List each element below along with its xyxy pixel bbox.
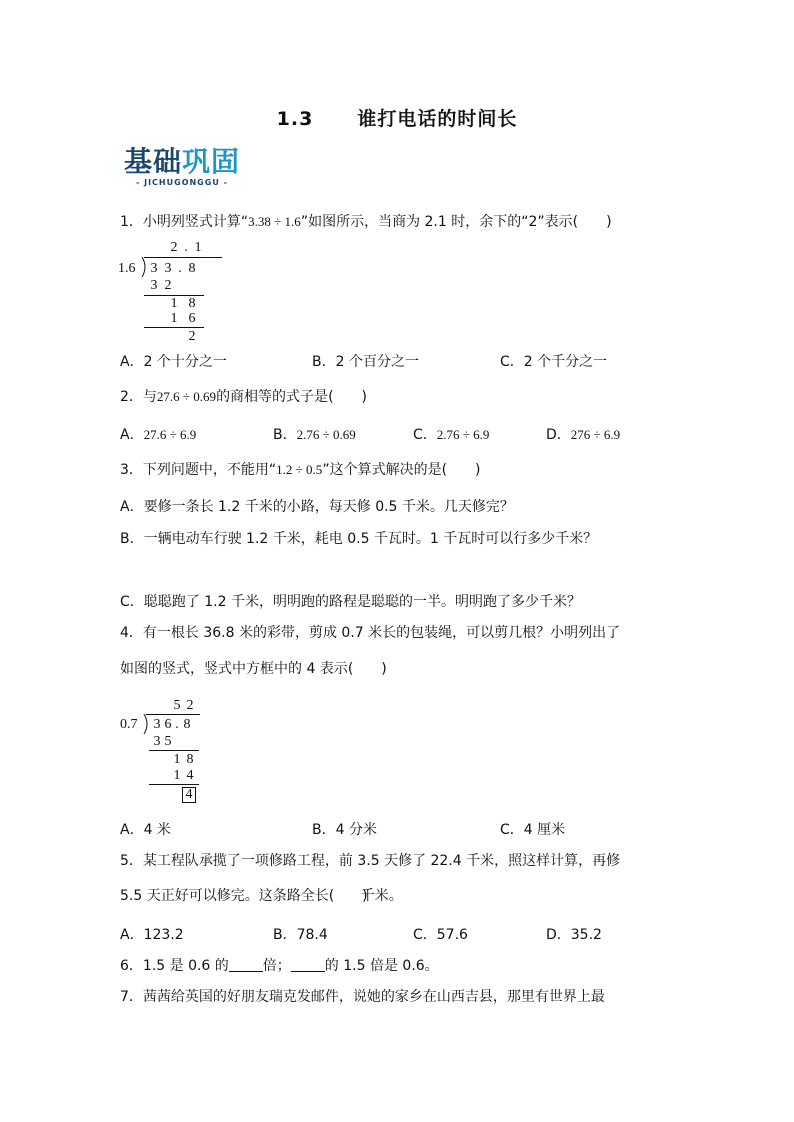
q1-stem-b: ”如图所示，当商为 2.1 时，余下的“2”表示: [300, 214, 573, 230]
dividend-digit: 8: [188, 261, 196, 276]
step-digit: 1: [173, 768, 181, 783]
answer-blank[interactable]: ( ): [441, 462, 481, 478]
q3-stem-b: ”这个算式解决的是: [322, 462, 442, 478]
division-bar: [146, 714, 200, 715]
step-digit: 1: [170, 311, 178, 326]
q2-stem-a: 2．与: [120, 389, 157, 405]
q1-expression: 3.38 ÷ 1.6: [248, 214, 301, 229]
remainder-digit: 2: [188, 329, 196, 344]
step-digit: 1: [173, 752, 181, 767]
quotient-digit: 2: [170, 240, 178, 255]
step-digit: 3: [153, 734, 161, 749]
q5-option-a[interactable]: A．123.2: [120, 927, 184, 943]
divisor: 1.6: [118, 261, 136, 276]
page-title: [0, 104, 794, 131]
q3-stem-a: 3．下列问题中，不能用“: [120, 462, 277, 478]
step-line: [144, 327, 204, 328]
long-division-q1: [118, 240, 218, 345]
step-digit: 2: [164, 278, 172, 293]
question-4-line1: 4．有一根长 36.8 米的彩带，剪成 0.7 米长的包装绳，可以剪几根？小明列出了: [120, 625, 621, 641]
q4-option-c[interactable]: C．4 厘米: [500, 822, 566, 838]
dividend-digit: .: [175, 717, 179, 732]
q5-option-c[interactable]: C．57.6: [413, 927, 468, 943]
q1-option-a[interactable]: A．2 个十分之一: [120, 354, 227, 370]
q2-expression: 27.6 ÷ 0.69: [156, 389, 217, 404]
question-5-line1: 5．某工程队承揽了一项修路工程，前 3.5 天修了 22.4 千米，照这样计算，再修: [120, 853, 621, 869]
quotient-digit: 2: [186, 698, 194, 713]
logo-subtitle: - JICHUGONGGU -: [136, 178, 228, 187]
q3-expression: 1.2 ÷ 0.5: [276, 462, 323, 477]
question-3-stem: [120, 460, 481, 480]
answer-blank[interactable]: ( ): [347, 661, 387, 677]
logo-part1: 基础: [124, 145, 183, 178]
step-line: [149, 750, 199, 751]
divisor: 0.7: [120, 717, 138, 732]
answer-blank[interactable]: ( ): [328, 888, 368, 904]
answer-blank[interactable]: ( ): [572, 214, 612, 230]
q1-stem-a: 1．小明列竖式计算“: [120, 214, 249, 230]
q5-option-b[interactable]: B．78.4: [273, 927, 328, 943]
logo-part2: 巩固: [182, 145, 241, 178]
dividend-digit: 8: [183, 717, 191, 732]
q4-option-a[interactable]: A．4 米: [120, 822, 171, 838]
question-5-line2: 5.5 天正好可以修完。这条路全长( )千米。: [120, 888, 403, 904]
q3-option-b[interactable]: B．一辆电动车行驶 1.2 千米，耗电 0.5 千瓦时。1 千瓦时可以行多少千米？: [120, 531, 598, 547]
dividend-digit: 3: [153, 717, 161, 732]
q1-option-b[interactable]: B．2 个百分之一: [312, 354, 419, 370]
question-2-stem: [120, 387, 367, 407]
question-4-line2: 如图的竖式，竖式中方框中的 4 表示( ): [120, 661, 387, 677]
fill-blank[interactable]: [229, 957, 263, 972]
step-digit: 8: [186, 752, 194, 767]
dividend-digit: 6: [164, 717, 172, 732]
quotient-digit: .: [184, 240, 188, 255]
quotient-digit: 1: [194, 240, 202, 255]
dividend-digit: 3: [164, 261, 172, 276]
boxed-remainder: 4: [182, 787, 196, 803]
division-bracket: [142, 714, 150, 734]
question-1-stem: [120, 212, 612, 232]
quotient-digit: 5: [173, 698, 181, 713]
q5-option-d[interactable]: D．35.2: [546, 927, 602, 943]
q1-option-c[interactable]: C．2 个千分之一: [500, 354, 608, 370]
fill-blank[interactable]: [291, 957, 325, 972]
dividend-digit: 3: [150, 261, 158, 276]
step-digit: 8: [188, 296, 196, 311]
answer-blank[interactable]: ( ): [328, 389, 367, 405]
step-digit: 5: [164, 734, 172, 749]
q2-option-a[interactable]: A．27.6 ÷ 6.9: [120, 427, 197, 443]
q2-option-b[interactable]: B．2.76 ÷ 0.69: [273, 427, 356, 443]
q2-option-c[interactable]: C．2.76 ÷ 6.9: [413, 427, 490, 443]
long-division-q4: [118, 698, 218, 806]
dividend-digit: .: [178, 261, 182, 276]
q3-option-a[interactable]: A．要修一条长 1.2 千米的小路，每天修 0.5 千米。几天修完？: [120, 499, 514, 515]
step-digit: 6: [188, 311, 196, 326]
q2-stem-b: 的商相等的式子是: [216, 389, 329, 405]
title-number: 1.3: [276, 108, 314, 130]
step-digit: 3: [150, 278, 158, 293]
title-text: 谁打电话的时间长: [357, 108, 518, 130]
q2-option-d[interactable]: D．276 ÷ 6.9: [546, 427, 621, 443]
division-bracket: [140, 257, 148, 277]
question-6: 6．1.5 是 0.6 的 倍； 的 1.5 倍是 0.6。: [120, 958, 439, 974]
division-bar: [144, 257, 222, 258]
step-line: [149, 784, 199, 785]
section-logo: [124, 146, 240, 187]
step-digit: 1: [170, 296, 178, 311]
q3-option-c[interactable]: C．聪聪跑了 1.2 千米，明明跑的路程是聪聪的一半。明明跑了多少千米？: [120, 594, 581, 610]
question-7-line1: 7．茜茜给英国的好朋友瑞克发邮件，说她的家乡在山西吉县，那里有世界上最: [120, 989, 605, 1005]
step-digit: 4: [186, 768, 194, 783]
q4-option-b[interactable]: B．4 分米: [312, 822, 377, 838]
